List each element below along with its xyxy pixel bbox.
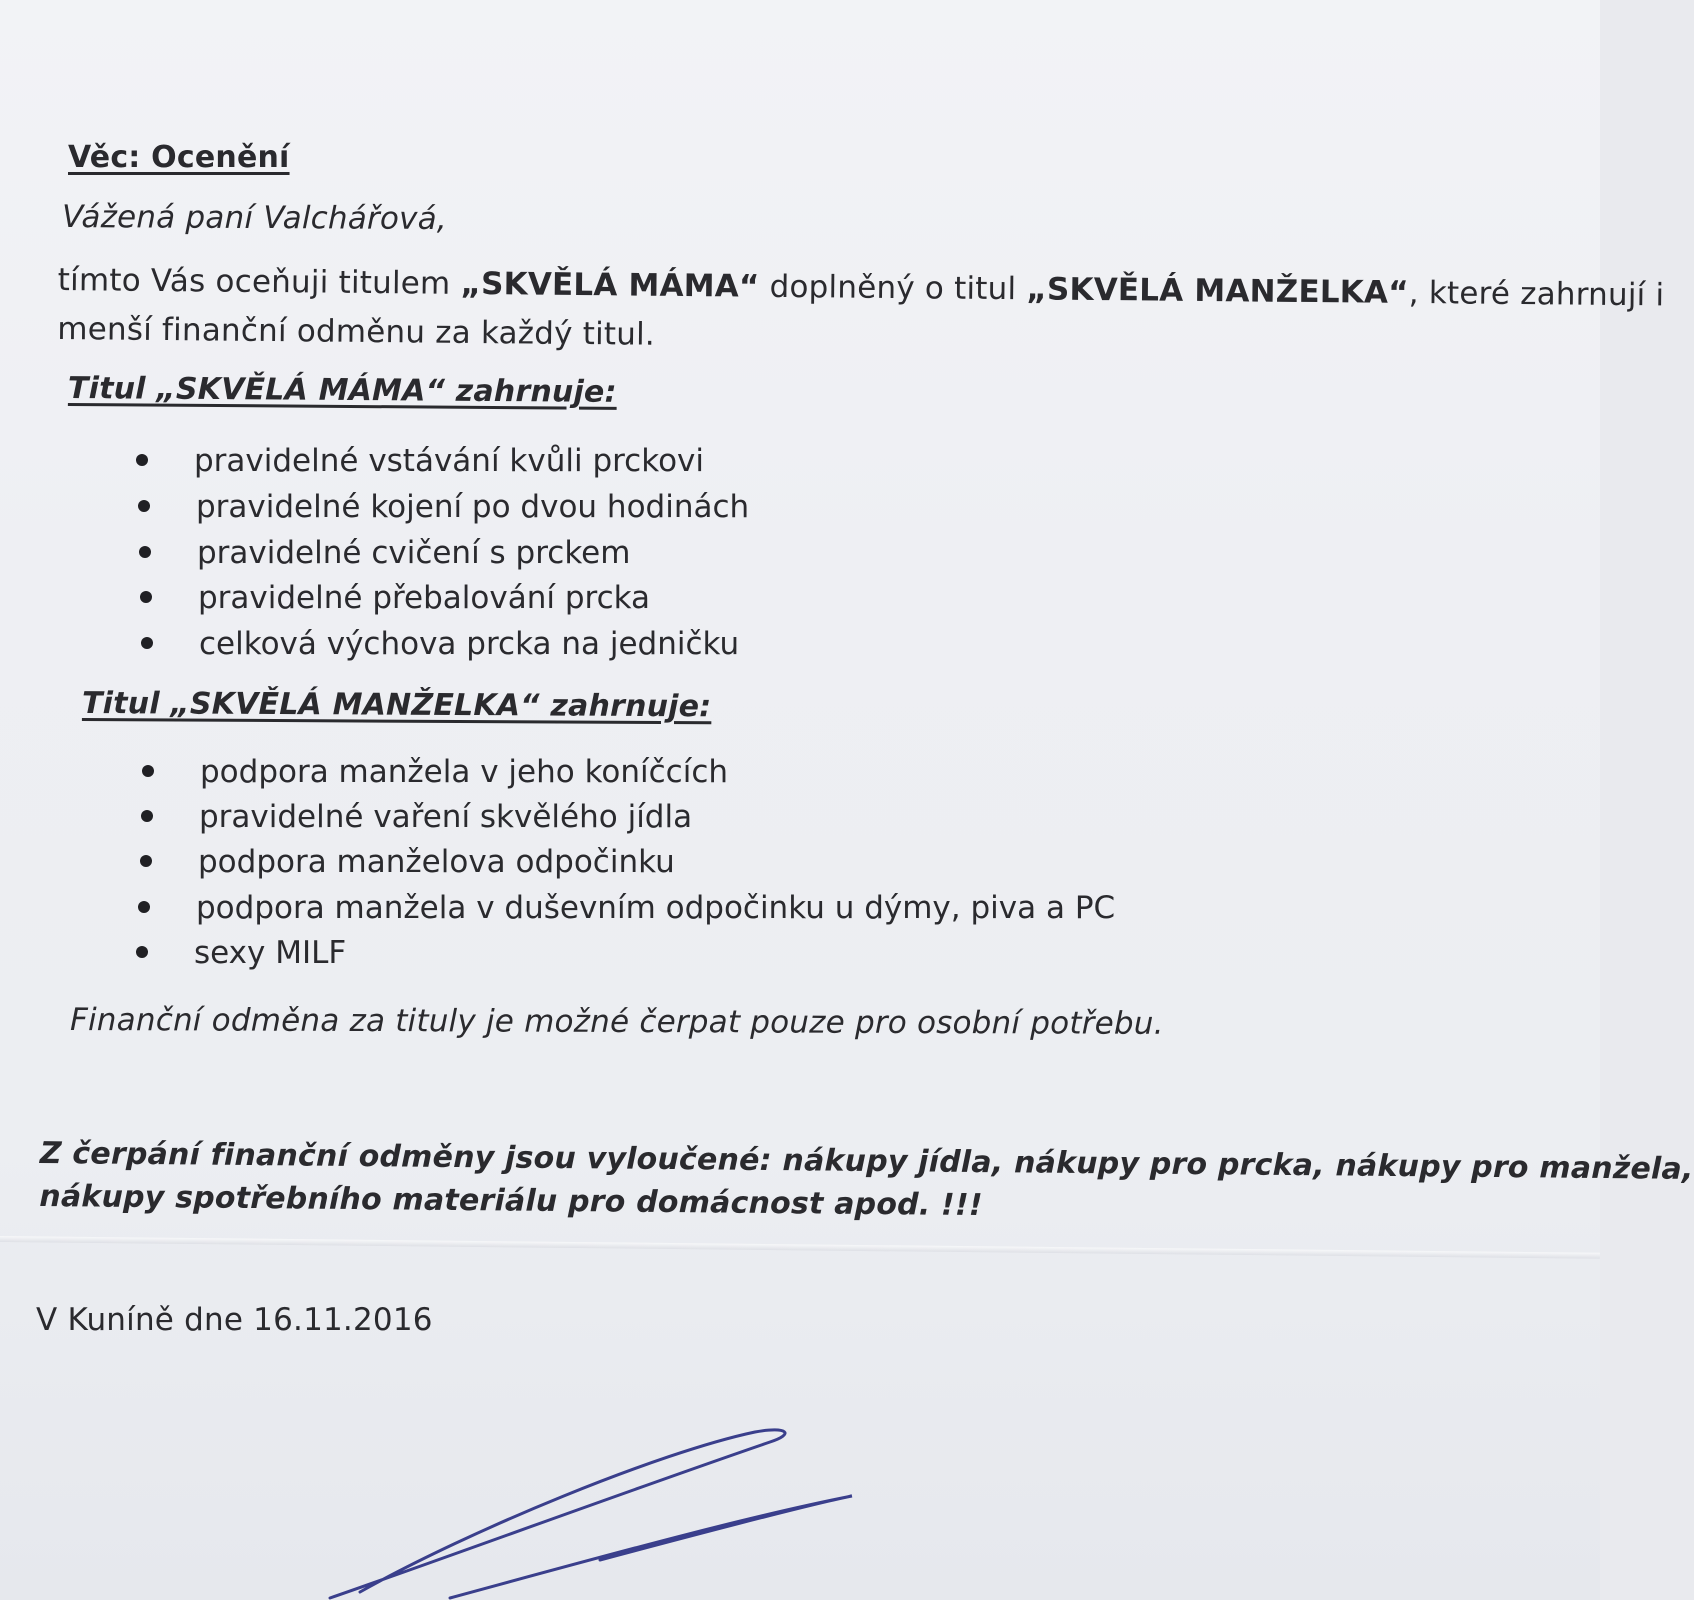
greeting: Vážená paní Valchářová, <box>61 199 447 238</box>
list-item-label: sexy MILF <box>194 935 347 971</box>
section-heading-mama: Titul „SKVĚLÁ MÁMA“ zahrnuje: <box>67 371 617 410</box>
bullet-icon <box>136 946 148 958</box>
intro-text-1: tímto Vás oceňuji titulem <box>57 261 461 302</box>
list-item-label: pravidelné kojení po dvou hodinách <box>196 489 750 525</box>
subject-line: Věc: Ocenění <box>68 140 290 175</box>
signature-image <box>300 1410 900 1600</box>
bullet-icon <box>140 855 152 867</box>
reward-note: Finanční odměna za tituly je možné čerpat pouze pro osobní potřebu. <box>69 1002 1164 1042</box>
intro-text-3: , které zahrnují i <box>1408 274 1665 314</box>
bullet-icon <box>139 546 151 558</box>
list-item-label: podpora manžela v duševním odpočinku u dýmy, piva a PC <box>196 890 1116 926</box>
exclusion-line-1: Z čerpání finanční odměny jsou vyloučené: nákupy jídla, nákupy pro prcka, nákupy pro manžela, <box>39 1135 1694 1187</box>
bullet-icon <box>136 454 148 466</box>
exclusion-paragraph <box>39 1132 1694 1234</box>
bullet-icon <box>141 810 153 822</box>
bullet-icon <box>140 591 152 603</box>
place-date: V Kuníně dne 16.11.2016 <box>36 1302 433 1338</box>
bullet-icon <box>142 765 154 777</box>
bullet-icon <box>138 500 150 512</box>
list-item-label: pravidelné přebalování prcka <box>198 580 651 616</box>
section-heading-manzelka: Titul „SKVĚLÁ MANŽELKA“ zahrnuje: <box>81 686 712 725</box>
list-item-label: podpora manželova odpočinku <box>198 844 675 880</box>
title-manzelka: „SKVĚLÁ MANŽELKA“ <box>1026 271 1409 311</box>
exclusion-line-2: nákupy spotřebního materiálu pro domácnost apod. !!! <box>39 1178 983 1224</box>
paper-fold <box>0 1236 1600 1259</box>
intro-paragraph <box>57 256 1665 369</box>
title-mama: „SKVĚLÁ MÁMA“ <box>460 265 760 305</box>
bullet-icon <box>141 637 153 649</box>
bullet-icon <box>138 901 150 913</box>
list-item-label: pravidelné vstávání kvůli prckovi <box>194 443 705 479</box>
intro-line-2: menší finanční odměnu za každý titul. <box>57 310 656 353</box>
list-item-label: celková výchova prcka na jedničku <box>199 626 740 662</box>
list-item-label: pravidelné cvičení s prckem <box>197 535 631 571</box>
list-item-label: pravidelné vaření skvělého jídla <box>199 799 693 835</box>
intro-text-2: doplněný o titul <box>759 268 1027 308</box>
list-item-label: podpora manžela v jeho koníčcích <box>200 754 729 790</box>
